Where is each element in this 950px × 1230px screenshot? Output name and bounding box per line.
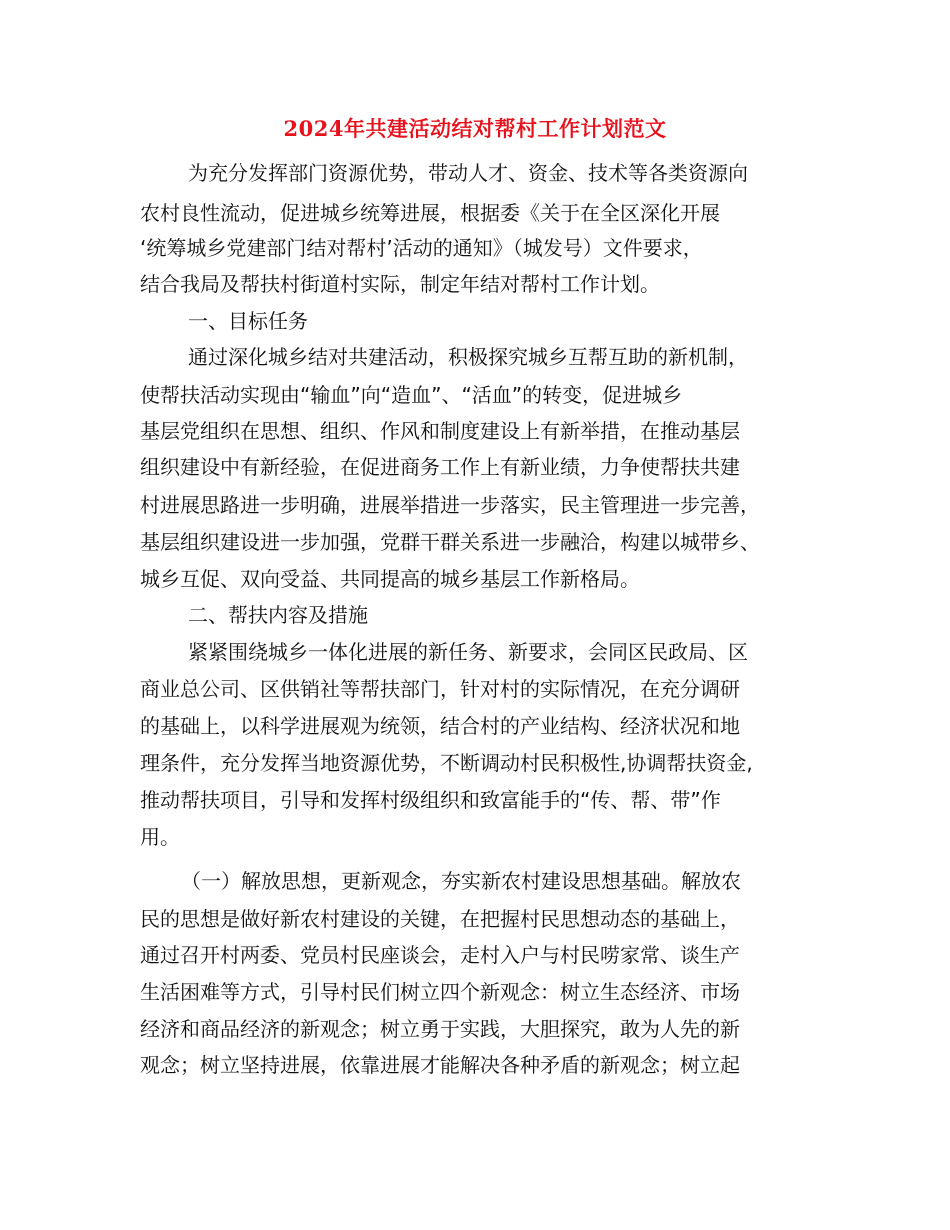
paragraph-line: 生活困难等方式，引导村民们树立四个新观念：树立生态经济、市场 xyxy=(140,980,740,1004)
paragraph-line: 基层党组织在思想、组织、作风和制度建设上有新举措，在推动基层 xyxy=(140,419,740,443)
paragraph-line: 理条件，充分发挥当地资源优势，不断调动村民积极性,协调帮扶资金, xyxy=(140,751,753,775)
paragraph-line: 通过深化城乡结对共建活动，积极探究城乡互帮互助的新机制， xyxy=(188,345,748,369)
paragraph-line: 基层组织建设进一步加强，党群干群关系进一步融洽，构建以城带乡、 xyxy=(140,530,760,554)
paragraph-line: 经济和商品经济的新观念；树立勇于实践，大胆探究，敢为人先的新 xyxy=(140,1017,740,1041)
paragraph-line: 为充分发挥部门资源优势，带动人才、资金、技术等各类资源向 xyxy=(188,161,748,185)
paragraph-line: 组织建设中有新经验，在促进商务工作上有新业绩，力争使帮扶共建 xyxy=(140,455,740,479)
paragraph-line: 紧紧围绕城乡一体化进展的新任务、新要求，会同区民政局、区 xyxy=(188,640,748,664)
paragraph-line: 商业总公司、区供销社等帮扶部门，针对村的实际情况，在充分调研 xyxy=(140,677,740,701)
paragraph-line: 的基础上，以科学进展观为统领，结合村的产业结构、经济状况和地 xyxy=(140,714,740,738)
paragraph-line: 观念；树立坚持进展，依靠进展才能解决各种矛盾的新观念；树立起 xyxy=(140,1053,740,1077)
section-heading: 一、目标任务 xyxy=(188,309,308,333)
paragraph-line: 用。 xyxy=(140,825,180,849)
paragraph-line: 推动帮扶项目，引导和发挥村级组织和致富能手的“传、帮、带”作 xyxy=(140,788,721,812)
paragraph-line: 通过召开村两委、党员村民座谈会，走村入户与村民唠家常、谈生产 xyxy=(140,943,740,967)
section-heading: 二、帮扶内容及措施 xyxy=(188,603,368,627)
paragraph-line: （一）解放思想，更新观念，夯实新农村建设思想基础。解放农 xyxy=(181,869,741,893)
paragraph-line: 使帮扶活动实现由“输血”向“造血”、“活血”的转变，促进城乡 xyxy=(140,383,683,407)
paragraph-line: 城乡互促、双向受益、共同提高的城乡基层工作新格局。 xyxy=(140,567,640,591)
paragraph-line: ‘统筹城乡党建部门结对帮村’活动的通知》（城发号）文件要求， xyxy=(140,236,703,260)
paragraph-line: 村进展思路进一步明确，进展举措进一步落实，民主管理进一步完善， xyxy=(140,493,760,517)
paragraph-line: 结合我局及帮扶村街道村实际，制定年结对帮村工作计划。 xyxy=(140,272,660,296)
paragraph-line: 农村良性流动，促进城乡统筹进展，根据委《关于在全区深化开展 xyxy=(140,201,720,225)
paragraph-line: 民的思想是做好新农村建设的关键，在把握村民思想动态的基础上， xyxy=(140,907,740,931)
document-title: 2024年共建活动结对帮村工作计划范文 xyxy=(283,116,667,141)
